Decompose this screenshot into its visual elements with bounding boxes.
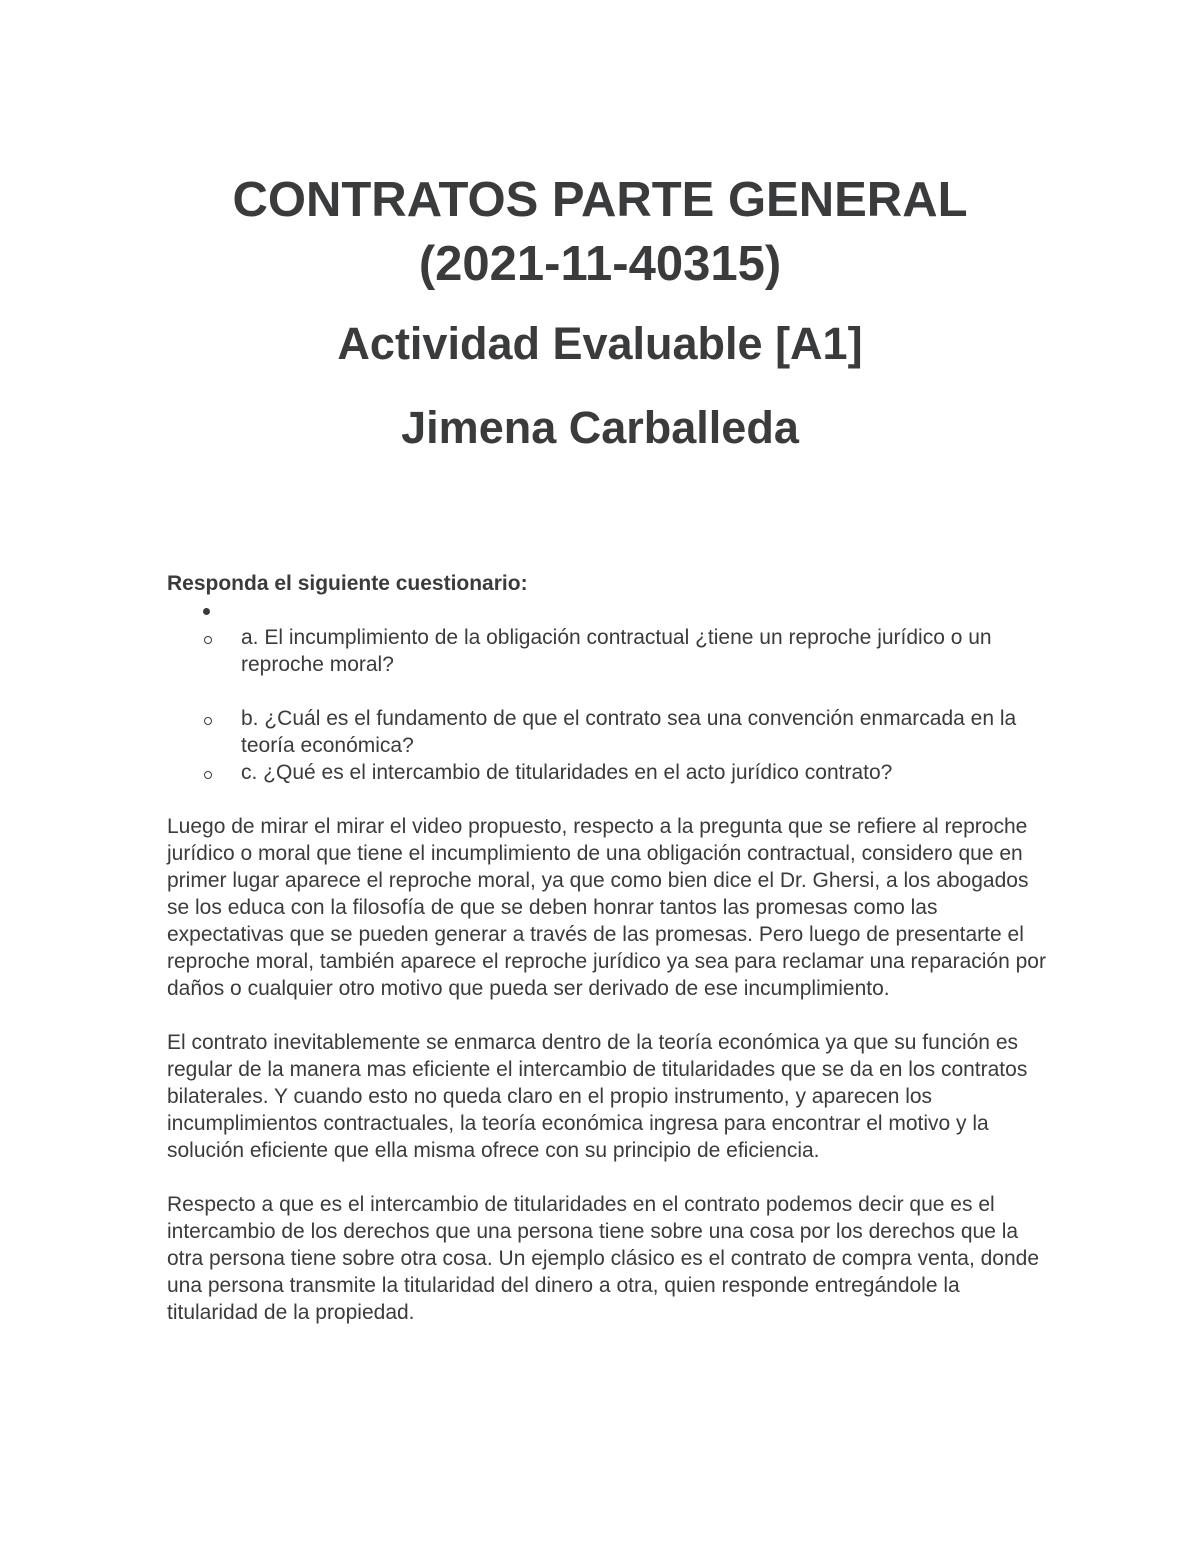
document-title-line2: (2021-11-40315) xyxy=(418,237,782,291)
answer-paragraph: Luego de mirar el mirar el video propuesto, respecto a la pregunta que se refiere al reproche jurídico o moral que tiene el incumplimiento de una obligación contractual, considero que en primer lugar aparece el reproche moral, ya que como bien dice el Dr. Ghersi, a los abogados se los educa con la filosofía de que se deben honrar tantos las promesas como las expectativas que se pueden generar a través de las promesas. Pero luego de presentarte el reproche moral, también aparece el reproche jurídico ya sea para reclamar una reparación por daños o cualquier otro motivo que pueda ser derivado de ese incumplimiento. xyxy=(167,815,1046,1000)
questionnaire-heading: Responda el siguiente cuestionario: xyxy=(167,572,528,595)
document-subtitle: Actividad Evaluable [A1] xyxy=(337,318,863,369)
document-author: Jimena Carballeda xyxy=(401,402,799,453)
answer-paragraph: El contrato inevitablemente se enmarca dentro de la teoría económica ya que su función es regular de la manera mas eficiente el intercambio de titularidades que se da en los contratos bilaterales. Y cuando esto no queda claro en el propio instrumento, y aparecen los incumplimientos contractuales, la teoría económica ingresa para encontrar el motivo y la solución eficiente que ella misma ofrece con su principio de eficiencia. xyxy=(167,1031,1028,1162)
questionnaire-list xyxy=(167,597,1047,624)
empty-bullet-item xyxy=(167,597,1047,624)
question-item xyxy=(167,624,1047,678)
question-text: c. ¿Qué es el intercambio de titularidades en el acto jurídico contrato? xyxy=(241,761,893,784)
circle-bullet-icon xyxy=(204,771,212,779)
answer-paragraph: Respecto a que es el intercambio de titularidades en el contrato podemos decir que es el intercambio de los derechos que una persona tiene sobre una cosa por los derechos que la otra persona tiene sobre otra cosa. Un ejemplo clásico es el contrato de compra venta, donde una persona transmite la titularidad del dinero a otra, quien responde entregándole la titularidad de la propiedad. xyxy=(167,1193,1040,1324)
question-list xyxy=(167,624,1047,786)
question-item xyxy=(167,759,1047,786)
circle-bullet-icon xyxy=(204,717,212,725)
bullet-dot-icon xyxy=(203,608,210,615)
circle-bullet-icon xyxy=(204,636,212,644)
question-item xyxy=(167,705,1047,759)
document-body xyxy=(167,570,1047,1326)
question-text: b. ¿Cuál es el fundamento de que el contrato sea una convención enmarcada en la teoría económica? xyxy=(241,707,1017,757)
document-title-line1: CONTRATOS PARTE GENERAL xyxy=(232,173,968,227)
question-text: a. El incumplimiento de la obligación contractual ¿tiene un reproche jurídico o un reproche moral? xyxy=(241,626,992,676)
